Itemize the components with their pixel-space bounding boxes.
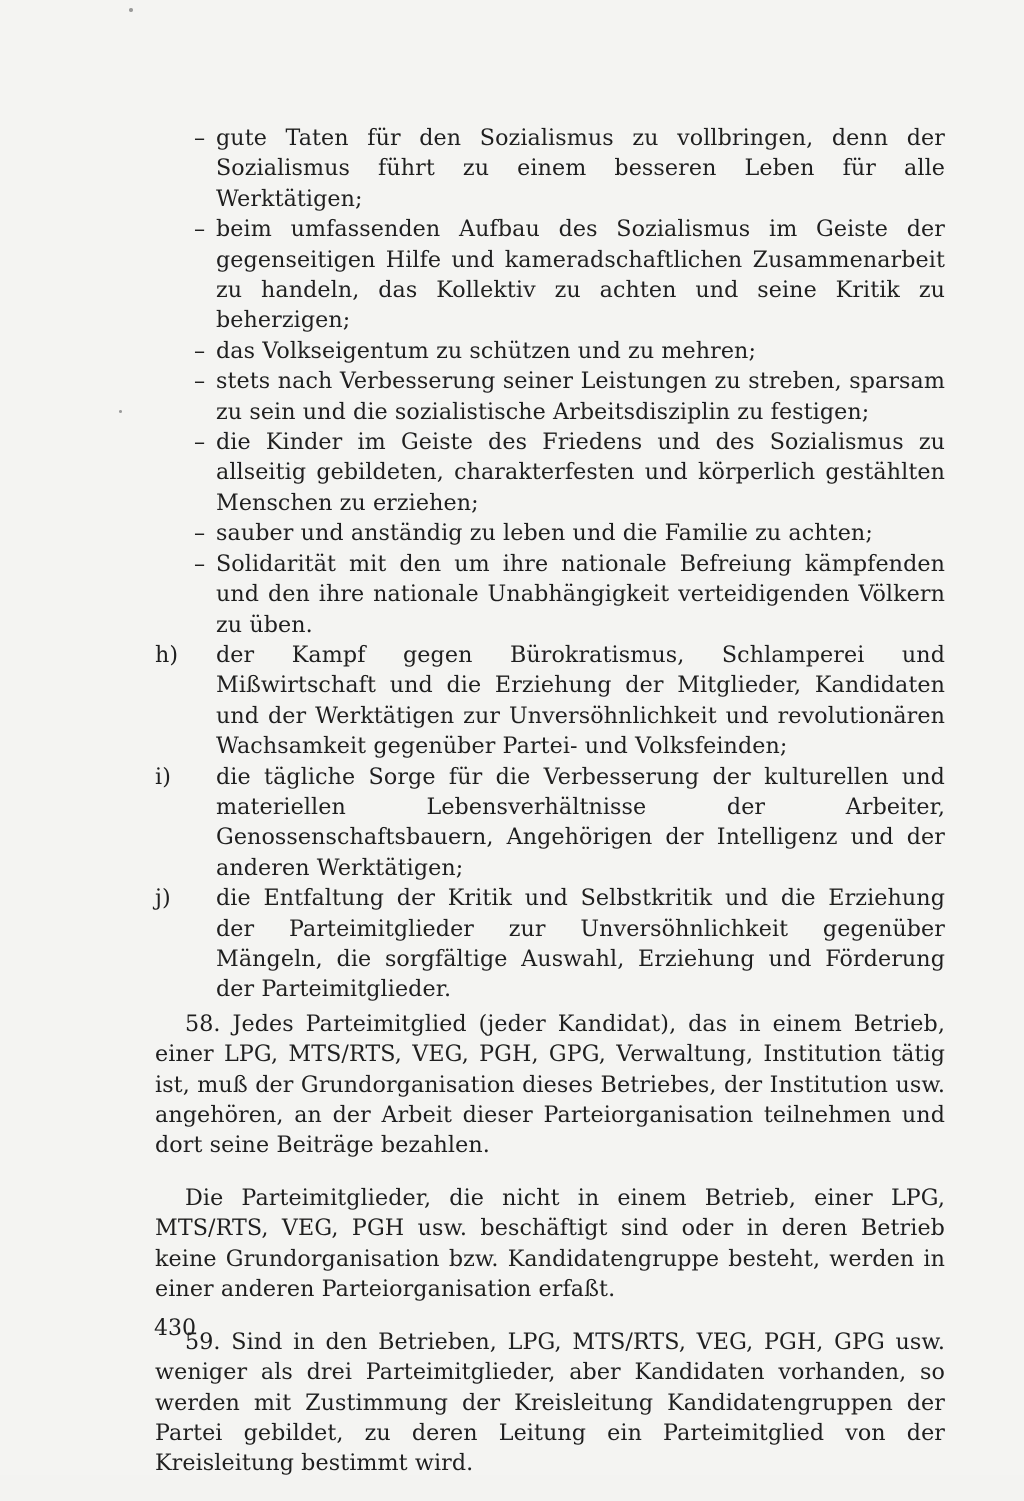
paragraph-59: 59. Sind in den Betrieben, LPG, MTS/RTS, VEG, PGH, GPG usw. weniger als drei Parteimitglieder, aber Kandidaten vorhanden, so werden mit Zustimmung der Kreisleitung Kandidatengruppen der Partei gebildet, zu deren Leitung ein Parteimitglied von der Kreisleitung bestimmt wird. — [155, 1328, 945, 1477]
list-item: – gute Taten für den Sozialismus zu vollbringen, denn der Sozialismus führt zu einem besseren Leben für alle Werktätigen; — [155, 123, 945, 214]
list-item: – beim umfassenden Aufbau des Sozialismus im Geiste der gegenseitigen Hilfe und kameradschaftlichen Zusammenarbeit zu handeln, das Kollektiv zu achten und seine Kritik zu beherzigen; — [155, 214, 945, 336]
list-item: – das Volkseigentum zu schützen und zu mehren; — [155, 336, 945, 366]
paper-speck-top — [129, 8, 133, 12]
list-text: der Kampf gegen Bürokratismus, Schlamperei und Mißwirtschaft und die Erziehung der Mitglieder, Kandidaten und der Werktätigen zur Unversöhnlichkeit und revolutionären Wachsamkeit gegenüber Partei- und Volksfeinden; — [216, 641, 945, 760]
lettered-list-item — [155, 640, 945, 762]
paper-speck-left — [119, 410, 122, 413]
paragraph-58: 58. Jedes Parteimitglied (jeder Kandidat), das in einem Betrieb, einer LPG, MTS/RTS, VEG, PGH, GPG, Verwaltung, Institution tätig ist, muß der Grundorganisation dieses Betriebes, der Institution usw. angehören, an der Arbeit dieser Parteiorganisation teilnehmen und dort seine Beiträge bezahlen. — [155, 1010, 945, 1159]
list-label: i) — [155, 763, 171, 790]
lettered-list-item — [155, 762, 945, 884]
list-item: – sauber und anständig zu leben und die Familie zu achten; — [155, 518, 945, 548]
list-text: die tägliche Sorge für die Verbesserung der kulturellen und materiellen Lebensverhältnisse der Arbeiter, Genossenschaftsbauern, Angehörigen der Intelligenz und der anderen Werktätigen; — [216, 763, 945, 881]
list-label: j) — [155, 885, 171, 912]
list-item: – stets nach Verbesserung seiner Leistungen zu streben, sparsam zu sein und die sozialistische Arbeitsdisziplin zu festigen; — [155, 366, 945, 427]
document-text — [155, 123, 945, 1501]
list-item: – Solidarität mit den um ihre nationale Befreiung kämpfenden und den ihre nationale Unabhängigkeit verteidigenden Völkern zu üben. — [155, 549, 945, 640]
page-number: 430 — [154, 1316, 196, 1341]
list-text: die Entfaltung der Kritik und Selbstkritik und die Erziehung der Parteimitglieder zur Unversöhnlichkeit gegenüber Mängeln, die sorgfältige Auswahl, Erziehung und Förderung der Parteimitglieder. — [216, 885, 945, 1003]
list-label: h) — [155, 641, 179, 668]
paragraph-continuation: Die Parteimitglieder, die nicht in einem Betrieb, einer LPG, MTS/RTS, VEG, PGH usw. beschäftigt sind oder in deren Betrieb keine Grundorganisation bzw. Kandidatengruppe besteht, werden in einer anderen Parteiorganisation erfaßt. — [155, 1185, 945, 1303]
lettered-list-item — [155, 883, 945, 1005]
list-item: – die Kinder im Geiste des Friedens und des Sozialismus zu allseitig gebildeten, charakterfesten und körperlich gestählten Menschen zu erziehen; — [155, 427, 945, 518]
